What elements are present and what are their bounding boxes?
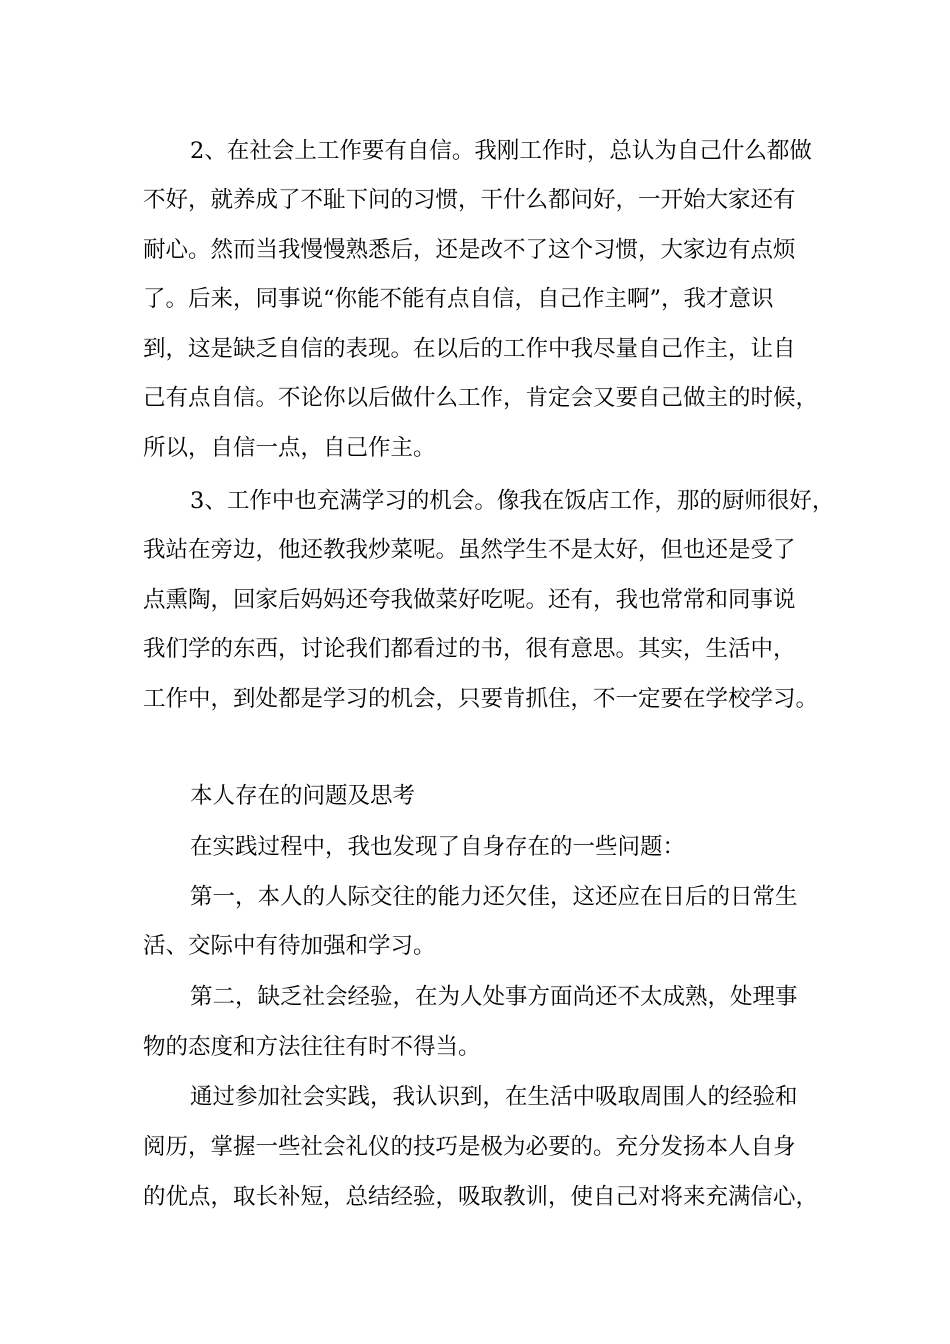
text-line: 在实践过程中，我也发现了自身存在的一些问题： (190, 834, 686, 860)
text-line: 我们学的东西，讨论我们都看过的书，很有意思。其实，生活中， (143, 636, 796, 662)
text-line: 点熏陶，回家后妈妈还夸我做菜好吃呢。还有，我也常常和同事说 (143, 587, 796, 613)
text-line: 己有点自信。不论你以后做什么工作，肯定会又要自己做主的时候， (143, 385, 819, 411)
text-line: 不好，就养成了不耻下问的习惯，干什么都问好，一开始大家还有 (143, 187, 796, 213)
text-line: 3、工作中也充满学习的机会。像我在饭店工作，那的厨师很好， (190, 488, 835, 514)
text-line: 第二，缺乏社会经验，在为人处事方面尚还不太成熟，处理事 (190, 984, 798, 1010)
text-line: 活、交际中有待加强和学习。 (143, 933, 436, 959)
text-line: 工作中，到处都是学习的机会，只要肯抓住，不一定要在学校学习。 (143, 686, 819, 712)
text-line: 了。后来，同事说“你能不能有点自信，自己作主啊”，我才意识 (143, 286, 774, 312)
text-line: 2、在社会上工作要有自信。我刚工作时，总认为自己什么都做 (190, 138, 812, 164)
text-line: 我站在旁边，他还教我炒菜呢。虽然学生不是太好，但也还是受了 (143, 537, 796, 563)
text-line: 物的态度和方法往往有时不得当。 (143, 1034, 481, 1060)
section-heading: 本人存在的问题及思考 (190, 783, 416, 809)
text-line: 耐心。然而当我慢慢熟悉后，还是改不了这个习惯，大家边有点烦 (143, 237, 796, 263)
text-line: 所以，自信一点，自己作主。 (143, 435, 436, 461)
text-line: 第一，本人的人际交往的能力还欠佳，这还应在日后的日常生 (190, 884, 798, 910)
text-line: 阅历，掌握一些社会礼仪的技巧是极为必要的。充分发扬本人自身 (143, 1134, 796, 1160)
text-line: 通过参加社会实践，我认识到，在生活中吸取周围人的经验和 (190, 1084, 798, 1110)
text-line: 的优点，取长补短，总结经验，吸取教训，使自己对将来充满信心， (143, 1184, 819, 1210)
text-line: 到，这是缺乏自信的表现。在以后的工作中我尽量自己作主，让自 (143, 336, 796, 362)
